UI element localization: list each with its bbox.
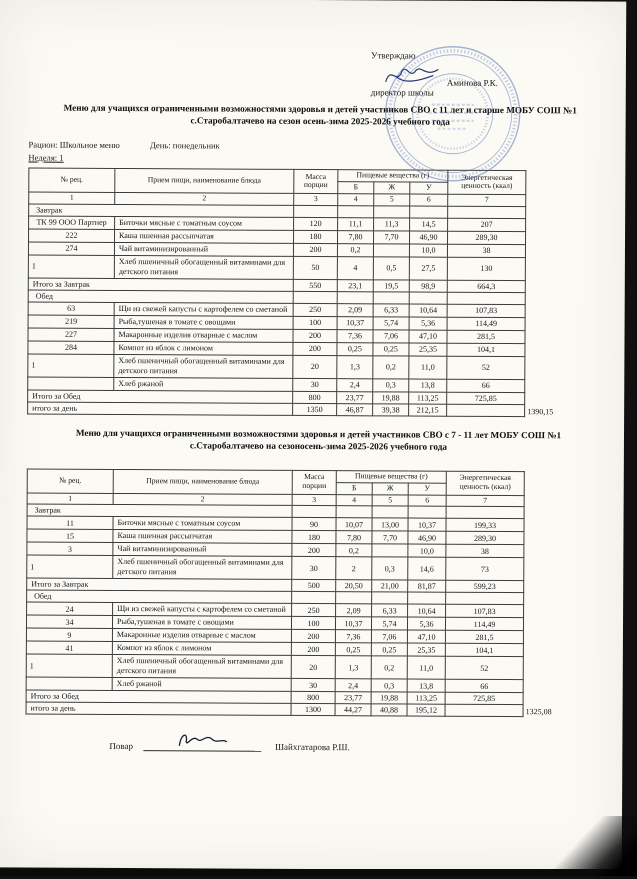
table-row xyxy=(27,555,524,581)
empty-cell xyxy=(446,506,524,518)
mass-cell: 120 xyxy=(294,217,338,230)
carbs-cell: 47,10 xyxy=(409,330,447,343)
protein-cell: 7,80 xyxy=(338,230,374,243)
table-row xyxy=(26,702,523,717)
fat-cell: 7,06 xyxy=(371,630,407,643)
kcal-cell xyxy=(447,404,525,416)
col-header-nutrients: Пищевые вещества (г) xyxy=(336,470,446,483)
empty-cell xyxy=(292,592,336,604)
dish-name: Компот из яблок с лимоном xyxy=(114,341,293,355)
carbs-cell: 27,5 xyxy=(409,257,447,280)
dish-name: Макаронные изделия отварные с маслом xyxy=(112,629,291,643)
kcal-cell: 73 xyxy=(446,557,524,580)
empty-cell xyxy=(336,506,372,518)
kcal-cell: 52 xyxy=(447,356,525,379)
carbs-cell: 5,36 xyxy=(407,617,445,630)
fat-cell: 11,3 xyxy=(374,217,410,230)
protein-cell: 10,07 xyxy=(336,518,372,531)
director-name: Аминова Р.К. xyxy=(447,78,498,88)
carbs-cell: 212,15 xyxy=(409,404,447,416)
recipe-number: 1 xyxy=(26,654,112,677)
mass-cell: 250 xyxy=(293,303,337,316)
kcal-cell: 599,23 xyxy=(446,580,524,592)
col-number: 5 xyxy=(374,194,410,206)
protein-cell: 0,2 xyxy=(337,243,373,256)
week-label: Неделя: 1 xyxy=(28,152,611,165)
protein-cell: 2 xyxy=(336,557,372,580)
col-header-mass: Масса порции xyxy=(292,470,336,494)
mass-cell: 800 xyxy=(291,692,335,704)
protein-cell: 11,1 xyxy=(338,217,374,230)
mass-cell: 1350 xyxy=(293,403,337,415)
total-label: Итого за Обед xyxy=(26,690,291,703)
carbs-cell: 14,5 xyxy=(410,218,448,231)
table-row xyxy=(28,402,525,417)
mass-cell: 200 xyxy=(291,630,335,643)
approval-block xyxy=(371,50,551,98)
mass-cell: 200 xyxy=(291,643,335,656)
recipe-number: 34 xyxy=(26,615,112,628)
recipe-number: 219 xyxy=(28,315,114,328)
empty-cell xyxy=(338,205,374,217)
mass-cell: 100 xyxy=(293,316,337,329)
mass-cell: 500 xyxy=(292,580,336,592)
mass-cell: 90 xyxy=(292,518,336,531)
col-header-dish: Прием пищи, наименование блюда xyxy=(113,469,292,494)
protein-cell: 4 xyxy=(337,256,373,279)
kcal-cell: 199,33 xyxy=(446,518,524,531)
fat-cell: 19,5 xyxy=(373,279,409,291)
mass-cell: 30 xyxy=(292,557,336,580)
carbs-cell: 13,8 xyxy=(407,679,445,692)
protein-cell: 2,4 xyxy=(335,679,371,692)
col-number: 6 xyxy=(408,495,446,507)
fat-cell: 39,38 xyxy=(373,403,409,415)
recipe-number xyxy=(26,677,112,690)
mass-cell: 180 xyxy=(292,531,336,544)
recipe-number: 63 xyxy=(28,302,114,315)
kcal-cell: 104,1 xyxy=(447,343,525,356)
col-header-nutrients: Пищевые вещества (г) xyxy=(338,170,448,183)
dish-name: Щи из свежей капусты с картофелем со сметаной xyxy=(114,302,293,316)
kcal-cell: 66 xyxy=(447,379,525,392)
kcal-cell: 104,1 xyxy=(445,643,523,656)
fat-cell: 0,5 xyxy=(373,256,409,279)
ration-label: Рацион: Школьное меню xyxy=(28,139,119,149)
carbs-cell: 195,12 xyxy=(407,704,445,716)
section-label: Обед xyxy=(28,290,293,303)
col-header-dish: Прием пищи, наименование блюда xyxy=(115,168,294,193)
col-header-fat: Ж xyxy=(374,182,410,194)
recipe-number: 3 xyxy=(27,542,113,555)
recipe-number: ТК 99 ООО Партнер xyxy=(29,216,115,229)
protein-cell: 20,50 xyxy=(336,580,372,592)
col-header-energy: Энергетическая ценность (ккал) xyxy=(448,170,526,194)
mass-cell: 30 xyxy=(293,378,337,391)
fat-cell: 5,74 xyxy=(371,617,407,630)
col-header-rec: № рец. xyxy=(29,168,115,192)
fat-cell: 6,33 xyxy=(372,604,408,617)
protein-cell: 10,37 xyxy=(337,316,373,329)
empty-cell xyxy=(374,205,410,217)
approval-label: Утверждаю xyxy=(371,50,551,61)
mass-cell: 100 xyxy=(291,617,335,630)
col-number: 3 xyxy=(292,494,336,506)
col-header-carbs: У xyxy=(408,483,446,495)
empty-cell xyxy=(294,205,338,217)
carbs-cell: 11,0 xyxy=(407,656,445,679)
dish-name: Биточки мясные с томатным соусом xyxy=(113,517,292,531)
carbs-cell: 5,36 xyxy=(409,317,447,330)
cook-signature-icon xyxy=(176,731,228,751)
dish-name: Щи из свежей капусты с картофелем со сметаной xyxy=(113,603,292,617)
fat-cell: 0,25 xyxy=(373,342,409,355)
col-header-protein: Б xyxy=(336,482,372,494)
empty-cell xyxy=(372,506,408,518)
kcal-cell xyxy=(445,704,523,716)
protein-cell: 46,87 xyxy=(337,403,373,415)
fat-cell: 5,74 xyxy=(373,316,409,329)
kcal-cell: 289,30 xyxy=(448,231,526,244)
carbs-cell: 113,25 xyxy=(409,392,447,404)
carbs-cell: 25,35 xyxy=(407,643,445,656)
fat-cell: 7,70 xyxy=(374,230,410,243)
kcal-cell: 207 xyxy=(448,218,526,231)
recipe-number: 1 xyxy=(28,255,114,278)
carbs-cell: 13,8 xyxy=(409,379,447,392)
cook-label: Повар xyxy=(109,741,133,751)
recipe-number: 222 xyxy=(29,229,115,242)
dish-name: Макаронные изделия отварные с маслом xyxy=(114,328,293,342)
recipe-number: 227 xyxy=(28,328,114,341)
total-label: Итого за Завтрак xyxy=(27,578,292,591)
carbs-cell: 47,10 xyxy=(407,630,445,643)
empty-cell xyxy=(410,206,448,218)
mass-cell: 250 xyxy=(292,604,336,617)
carbs-cell: 10,0 xyxy=(409,244,447,257)
mass-cell: 1300 xyxy=(291,704,335,716)
mass-cell: 200 xyxy=(293,342,337,355)
recipe-number: 11 xyxy=(27,516,113,529)
recipe-number: 284 xyxy=(28,341,114,354)
total-label: итого за день xyxy=(26,702,291,715)
kcal-cell: 38 xyxy=(447,244,525,257)
col-number: 4 xyxy=(338,194,374,206)
fat-cell: 0,3 xyxy=(372,557,408,580)
carbs-cell: 10,37 xyxy=(408,518,446,531)
kcal-outside-value: 1325,08 xyxy=(526,707,552,716)
section-label: Завтрак xyxy=(29,204,294,217)
recipe-number: 24 xyxy=(27,602,113,615)
total-label: итого за день xyxy=(28,402,293,415)
protein-cell: 2,09 xyxy=(336,604,372,617)
carbs-cell: 10,64 xyxy=(408,604,446,617)
total-label: Итого за Обед xyxy=(28,390,293,403)
col-number: 4 xyxy=(336,494,372,506)
col-header-energy: Энергетическая ценность (ккал) xyxy=(446,471,524,495)
carbs-cell: 98,9 xyxy=(409,280,447,292)
total-label: Итого за Завтрак xyxy=(28,278,293,291)
protein-cell: 7,36 xyxy=(337,329,373,342)
recipe-number: 15 xyxy=(27,529,113,542)
kcal-cell: 281,5 xyxy=(445,630,523,643)
empty-cell xyxy=(293,291,337,303)
protein-cell: 0,2 xyxy=(336,544,372,557)
empty-cell xyxy=(447,292,525,304)
protein-cell: 1,3 xyxy=(337,355,373,378)
protein-cell: 7,36 xyxy=(335,630,371,643)
dish-name: Рыба,тушеная в томате с овощами xyxy=(114,315,293,329)
empty-cell xyxy=(446,592,524,604)
kcal-cell: 52 xyxy=(445,656,523,679)
empty-cell xyxy=(372,592,408,604)
col-number: 2 xyxy=(113,493,292,506)
dish-name: Каша пшенная рассыпчатая xyxy=(115,229,294,243)
protein-cell: 44,27 xyxy=(335,704,371,716)
empty-cell xyxy=(373,291,409,303)
fat-cell xyxy=(373,243,409,256)
fat-cell: 19,88 xyxy=(371,692,407,704)
mass-cell: 200 xyxy=(292,544,336,557)
protein-cell: 2,09 xyxy=(337,303,373,316)
carbs-cell: 46,90 xyxy=(408,531,446,544)
kcal-outside-value: 1390,15 xyxy=(527,407,553,416)
dish-name: Компот из яблок с лимоном xyxy=(112,642,291,656)
cook-signature-line xyxy=(143,730,261,752)
dish-name: Каша пшенная рассыпчатая xyxy=(113,530,292,544)
empty-cell xyxy=(448,206,526,218)
col-number: 7 xyxy=(446,495,524,507)
fat-cell: 0,3 xyxy=(373,378,409,391)
mass-cell: 200 xyxy=(293,243,337,256)
scan-artifact xyxy=(527,816,637,876)
recipe-number: 41 xyxy=(26,641,112,654)
col-header-rec: № рец. xyxy=(27,469,113,493)
fat-cell: 0,2 xyxy=(371,656,407,679)
carbs-cell: 11,0 xyxy=(409,356,447,379)
fat-cell: 21,00 xyxy=(372,580,408,592)
protein-cell: 23,1 xyxy=(337,279,373,291)
section-label: Завтрак xyxy=(27,504,292,517)
col-header-mass: Масса порции xyxy=(294,169,338,193)
kcal-cell: 725,85 xyxy=(445,692,523,704)
meta-line xyxy=(28,139,611,152)
recipe-number: 1 xyxy=(27,555,113,578)
protein-cell: 23,77 xyxy=(337,391,373,403)
dish-name: Хлеб пшеничный обогащенный витаминами для детского питания xyxy=(112,655,291,679)
section-label: Обед xyxy=(27,590,292,603)
table-row xyxy=(26,654,523,680)
dish-name: Хлеб ржаной xyxy=(114,377,293,391)
kcal-cell: 664,3 xyxy=(447,280,525,292)
fat-cell xyxy=(372,544,408,557)
menu2-table xyxy=(26,468,525,717)
kcal-cell: 289,30 xyxy=(446,531,524,544)
fat-cell: 7,70 xyxy=(372,531,408,544)
empty-cell xyxy=(336,592,372,604)
dish-name: Хлеб пшеничный обогащенный витаминами для детского питания xyxy=(113,556,292,580)
fat-cell: 13,00 xyxy=(372,518,408,531)
mass-cell: 20 xyxy=(291,656,335,679)
carbs-cell: 46,90 xyxy=(410,231,448,244)
director-role: директор школы xyxy=(371,87,551,98)
kcal-cell: 66 xyxy=(445,679,523,692)
carbs-cell: 10,64 xyxy=(409,304,447,317)
col-number: 1 xyxy=(27,493,113,505)
col-number: 6 xyxy=(410,194,448,206)
dish-name: Хлеб ржаной xyxy=(112,678,291,692)
col-header-protein: Б xyxy=(338,182,374,194)
recipe-number xyxy=(28,377,114,390)
mass-cell: 20 xyxy=(293,355,337,378)
kcal-cell: 107,83 xyxy=(446,604,524,617)
kcal-cell: 38 xyxy=(446,544,524,557)
dish-name: Хлеб пшеничный обогащенный витаминами для детского питания xyxy=(114,255,293,279)
empty-cell xyxy=(408,506,446,518)
col-number: 5 xyxy=(372,494,408,506)
fat-cell: 0,3 xyxy=(371,679,407,692)
mass-cell: 550 xyxy=(293,279,337,291)
mass-cell: 200 xyxy=(293,329,337,342)
mass-cell: 30 xyxy=(291,679,335,692)
menu1-table xyxy=(27,167,526,416)
fat-cell: 19,88 xyxy=(373,391,409,403)
menu1-title: Меню для учащихся ограниченными возможностями здоровья и детей участников СВО с 11 лет и старше МОБУ СОШ №1 с.Старобалтачево на сезон осень-зима 2025-2026 учебного года xyxy=(42,103,598,130)
col-header-fat: Ж xyxy=(372,482,408,494)
mass-cell: 180 xyxy=(294,230,338,243)
protein-cell: 7,80 xyxy=(336,531,372,544)
recipe-number: 1 xyxy=(28,354,114,377)
empty-cell xyxy=(409,292,447,304)
empty-cell xyxy=(408,592,446,604)
kcal-cell: 114,49 xyxy=(447,317,525,330)
mass-cell: 800 xyxy=(293,391,337,403)
dish-name: Чай витаминизированный xyxy=(113,543,292,557)
fat-cell: 6,33 xyxy=(373,303,409,316)
fat-cell: 0,2 xyxy=(373,355,409,378)
col-number: 7 xyxy=(448,194,526,206)
kcal-cell: 281,5 xyxy=(447,330,525,343)
col-number: 3 xyxy=(294,193,338,205)
col-header-carbs: У xyxy=(410,182,448,194)
col-number: 1 xyxy=(29,192,115,204)
table-row xyxy=(28,354,525,380)
protein-cell: 2,4 xyxy=(337,378,373,391)
empty-cell xyxy=(292,506,336,518)
recipe-number: 274 xyxy=(28,242,114,255)
dish-name: Рыба,тушеная в томате с овощами xyxy=(112,616,291,630)
mass-cell: 50 xyxy=(293,256,337,279)
carbs-cell: 10,0 xyxy=(408,544,446,557)
protein-cell: 23,77 xyxy=(335,692,371,704)
fat-cell: 7,06 xyxy=(373,329,409,342)
table-row xyxy=(28,255,525,281)
protein-cell: 0,25 xyxy=(337,342,373,355)
protein-cell: 0,25 xyxy=(335,643,371,656)
kcal-cell: 107,83 xyxy=(447,304,525,317)
carbs-cell: 113,25 xyxy=(407,692,445,704)
protein-cell: 10,37 xyxy=(335,617,371,630)
carbs-cell: 25,35 xyxy=(409,343,447,356)
carbs-cell: 14,6 xyxy=(408,557,446,580)
dish-name: Биточки мясные с томатным соусом xyxy=(115,216,294,230)
protein-cell: 1,3 xyxy=(335,656,371,679)
dish-name: Хлеб пшеничный обогащенный витаминами для детского питания xyxy=(114,354,293,378)
menu2-title: Меню для учащихся ограниченными возможностями здоровья и детей участников СВО с 7 - 11 лет МОБУ СОШ №1 с.Старобалтачево на сезоносень-зима 2025-2026 учебного года xyxy=(48,427,588,454)
kcal-cell: 114,49 xyxy=(446,617,524,630)
day-label: День: понедельник xyxy=(150,140,220,150)
director-signature-icon xyxy=(383,61,441,87)
kcal-cell: 130 xyxy=(447,257,525,280)
cook-name: Шайхгатарова Р.Ш. xyxy=(275,742,350,752)
carbs-cell: 81,87 xyxy=(408,580,446,592)
col-number: 2 xyxy=(115,192,294,205)
kcal-cell: 725,85 xyxy=(447,392,525,404)
cook-line xyxy=(109,730,608,754)
empty-cell xyxy=(337,291,373,303)
fat-cell: 40,88 xyxy=(371,704,407,716)
recipe-number: 9 xyxy=(26,628,112,641)
dish-name: Чай витаминизированный xyxy=(114,242,293,256)
fat-cell: 0,25 xyxy=(371,643,407,656)
